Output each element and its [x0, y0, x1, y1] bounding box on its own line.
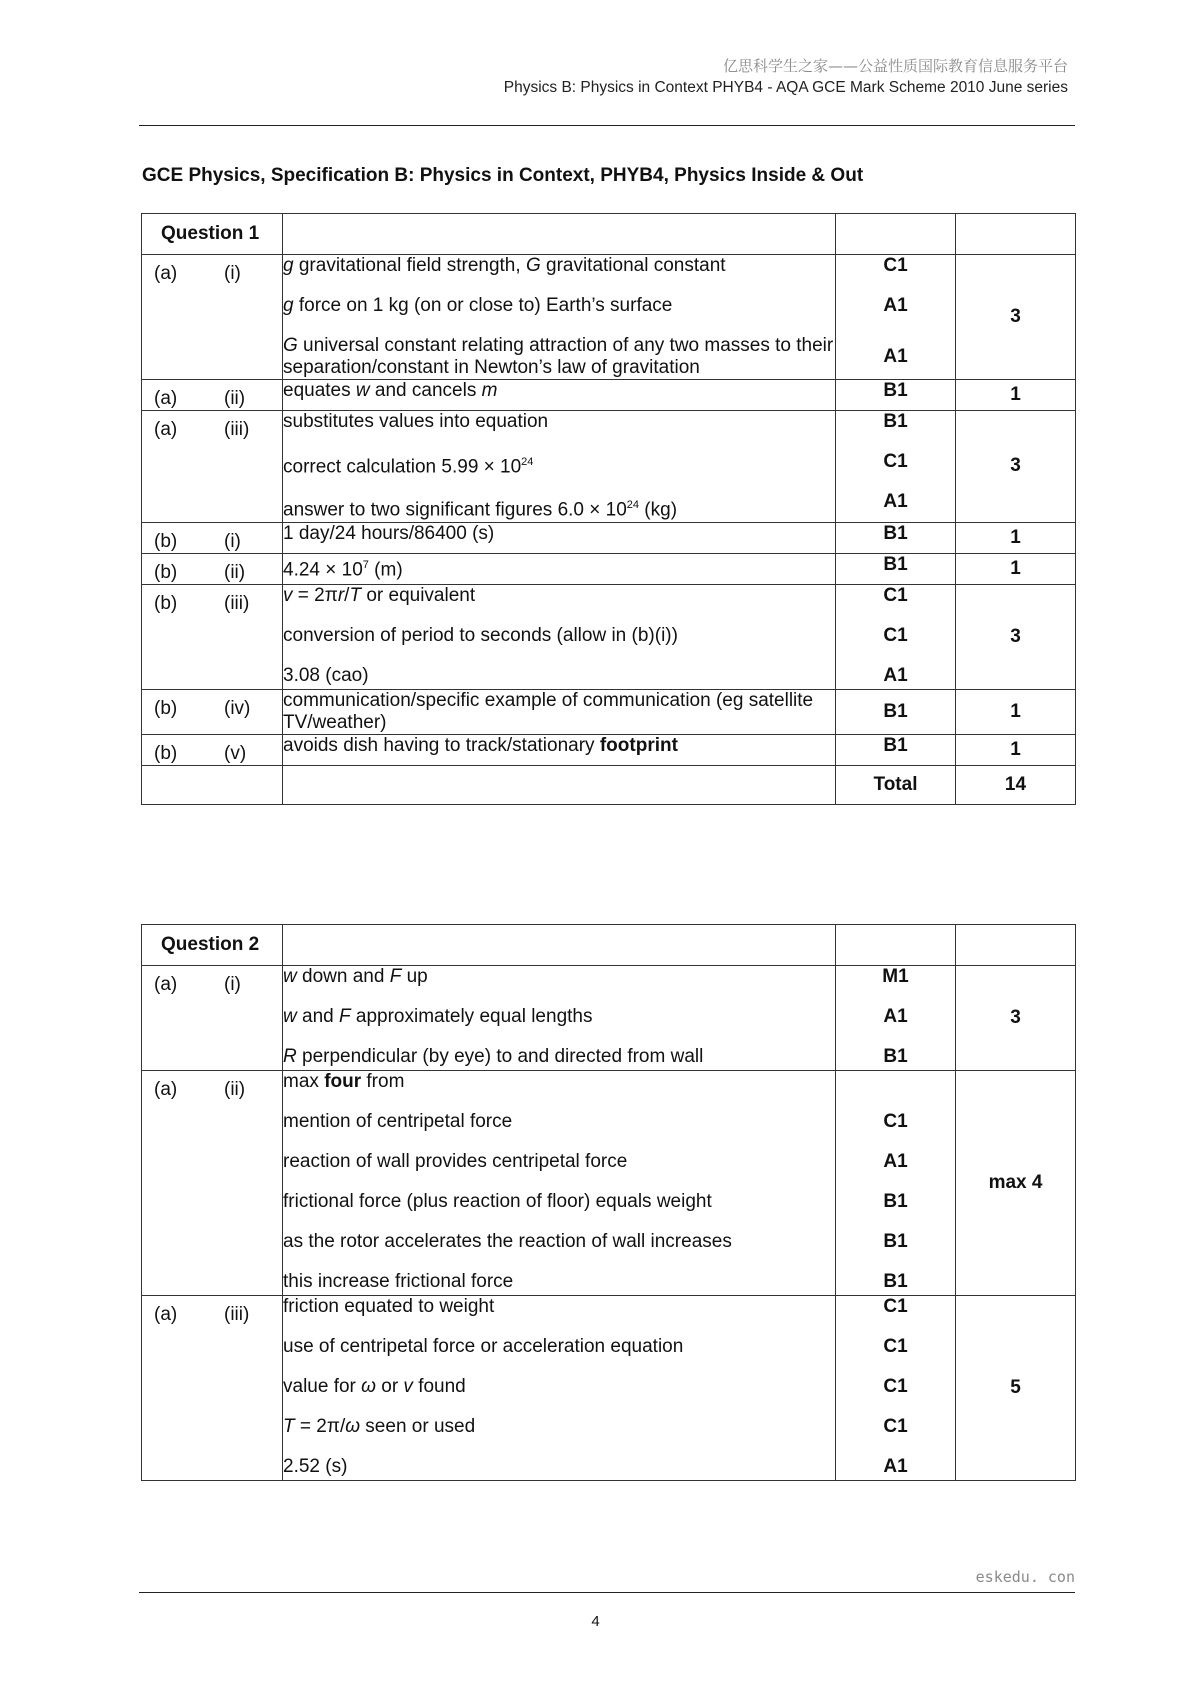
- table-row: [142, 1071, 1076, 1296]
- document-title: GCE Physics, Specification B: Physics in Context, PHYB4, Physics Inside & Out: [142, 165, 864, 186]
- answer-line: v = 2πr/T or equivalent: [283, 584, 476, 606]
- row-score: max 4: [956, 1071, 1076, 1296]
- answer-line: g force on 1 kg (on or close to) Earth’s surface: [283, 295, 673, 316]
- answer-line: G universal constant relating attraction of any two masses to their separation/constant in Newton’s law of gravitation: [283, 335, 834, 378]
- total-row: [142, 765, 1076, 804]
- answer-line: 2.52 (s): [283, 1456, 348, 1477]
- mark-code: B1: [883, 1231, 908, 1252]
- subpart-label: (iv): [224, 697, 251, 719]
- table-row: [142, 966, 1076, 1071]
- table-row: [142, 1296, 1076, 1481]
- answer-line: mention of centripetal force: [283, 1111, 513, 1132]
- answer-line: max four from: [283, 1071, 405, 1092]
- part-label: (a): [154, 974, 178, 995]
- mark-code: [836, 1071, 955, 1095]
- part-label: (a): [154, 419, 178, 440]
- subpart-label: (i): [224, 530, 241, 552]
- answer-line: reaction of wall provides centripetal force: [283, 1151, 628, 1172]
- answer-line: frictional force (plus reaction of floor) equals weight: [283, 1191, 712, 1212]
- answer-line: use of centripetal force or acceleration equation: [283, 1336, 684, 1357]
- answer-line: w down and F up: [283, 966, 428, 987]
- answer-line: equates w and cancels m: [283, 380, 498, 401]
- subpart-label: (ii): [224, 561, 246, 583]
- mark-code: B1: [883, 1046, 908, 1067]
- mark-code: A1: [883, 295, 908, 316]
- table-row: [142, 380, 1076, 411]
- answer-line: conversion of period to seconds (allow in (b)(i)): [283, 624, 678, 646]
- subpart-label: (iii): [224, 419, 250, 440]
- answer-line: value for ω or v found: [283, 1376, 466, 1397]
- answer-line: T = 2π/ω seen or used: [283, 1416, 476, 1437]
- footer-rule: [139, 1592, 1075, 1593]
- row-score: 3: [956, 411, 1076, 523]
- row-score: 3: [956, 255, 1076, 380]
- mark-code: C1: [883, 624, 908, 646]
- table-header-row: [142, 925, 1076, 966]
- part-label: (a): [154, 388, 178, 409]
- mark-code: B1: [883, 1271, 908, 1292]
- mark-code: M1: [882, 966, 909, 987]
- question-1-table: [141, 213, 1076, 805]
- mark-code: B1: [883, 522, 908, 544]
- subpart-label: (iii): [224, 1304, 250, 1325]
- answer-line: substitutes values into equation: [283, 411, 549, 432]
- part-label: (a): [154, 1079, 178, 1100]
- row-score: 1: [956, 553, 1076, 584]
- row-score: 3: [956, 584, 1076, 689]
- answer-line: 1 day/24 hours/86400 (s): [283, 522, 495, 544]
- mark-code: A1: [883, 1151, 908, 1172]
- part-label: (a): [154, 1304, 178, 1325]
- part-label: (b): [154, 530, 178, 552]
- mark-code: C1: [883, 1416, 908, 1437]
- subpart-label: (iii): [224, 592, 250, 614]
- subpart-label: (i): [224, 974, 241, 995]
- mark-code: B1: [883, 553, 908, 575]
- mark-code: A1: [883, 664, 908, 686]
- answer-line: friction equated to weight: [283, 1296, 495, 1317]
- subpart-label: (ii): [224, 1079, 246, 1100]
- table-row: [142, 255, 1076, 380]
- mark-code: B1: [883, 411, 908, 432]
- answer-line: as the rotor accelerates the reaction of wall increases: [283, 1231, 732, 1252]
- mark-code: B1: [883, 1191, 908, 1212]
- subpart-label: (v): [224, 742, 247, 764]
- mark-code: A1: [883, 1006, 908, 1027]
- table-row: [142, 522, 1076, 553]
- answer-line: this increase frictional force: [283, 1271, 514, 1292]
- mark-code: A1: [883, 1456, 908, 1477]
- mark-code: C1: [883, 451, 908, 472]
- answer-line: g gravitational field strength, G gravitational constant: [283, 255, 726, 276]
- part-label: (b): [154, 697, 178, 719]
- part-label: (b): [154, 592, 178, 614]
- mark-code: C1: [883, 1376, 908, 1397]
- mark-code: B1: [883, 380, 908, 401]
- question-2-table: [141, 924, 1076, 1481]
- row-score: 5: [956, 1296, 1076, 1481]
- table-row: [142, 553, 1076, 584]
- page-number: 4: [591, 1613, 600, 1630]
- row-score: 3: [956, 966, 1076, 1071]
- row-score: 1: [956, 380, 1076, 411]
- answer-line: communication/specific example of communication (eg satellite TV/weather): [283, 689, 814, 733]
- table-row: [142, 411, 1076, 523]
- answer-line: avoids dish having to track/stationary footprint: [283, 734, 678, 756]
- answer-line: correct calculation $5.99 \times 10^{24}$: [283, 456, 534, 478]
- table-row: [142, 734, 1076, 765]
- mark-code: C1: [883, 1296, 908, 1317]
- mark-code: C1: [883, 255, 908, 276]
- subpart-label: (i): [224, 263, 241, 284]
- mark-code: C1: [883, 1336, 908, 1357]
- total-label: Total: [836, 765, 956, 804]
- row-score: 1: [956, 689, 1076, 734]
- mark-code: C1: [883, 1111, 908, 1132]
- total-value: 14: [956, 765, 1076, 804]
- row-score: 1: [956, 734, 1076, 765]
- table-header-row: [142, 214, 1076, 255]
- subpart-label: (ii): [224, 388, 246, 409]
- answer-line: w and F approximately equal lengths: [283, 1006, 593, 1027]
- mark-code: B1: [836, 689, 956, 734]
- header-watermark: 亿思科学生之家——公益性质国际教育信息服务平台: [722, 57, 1068, 75]
- answer-line: 3.08 (cao): [283, 664, 369, 686]
- question-heading: Question 2: [142, 925, 283, 966]
- row-score: 1: [956, 522, 1076, 553]
- part-label: (b): [154, 742, 178, 764]
- footer-site-mark: eskedu. con: [975, 1568, 1075, 1586]
- part-label: (b): [154, 561, 178, 583]
- mark-code: B1: [883, 734, 908, 756]
- mark-code: A1: [883, 491, 908, 512]
- header-rule: [139, 125, 1075, 126]
- part-label: (a): [154, 263, 178, 284]
- answer-line: answer to two significant figures $6.0 \times 10^{24}$ (kg): [283, 499, 678, 521]
- mark-code: A1: [883, 346, 908, 367]
- mark-code: C1: [883, 584, 908, 606]
- question-heading: Question 1: [142, 214, 283, 255]
- answer-line: R perpendicular (by eye) to and directed from wall: [283, 1046, 704, 1067]
- answer-line: $4.24 \times 10^7$ (m): [283, 558, 403, 580]
- table-row: [142, 584, 1076, 689]
- header-subtitle: Physics B: Physics in Context PHYB4 - AQA GCE Mark Scheme 2010 June series: [503, 79, 1068, 96]
- table-row: [142, 689, 1076, 734]
